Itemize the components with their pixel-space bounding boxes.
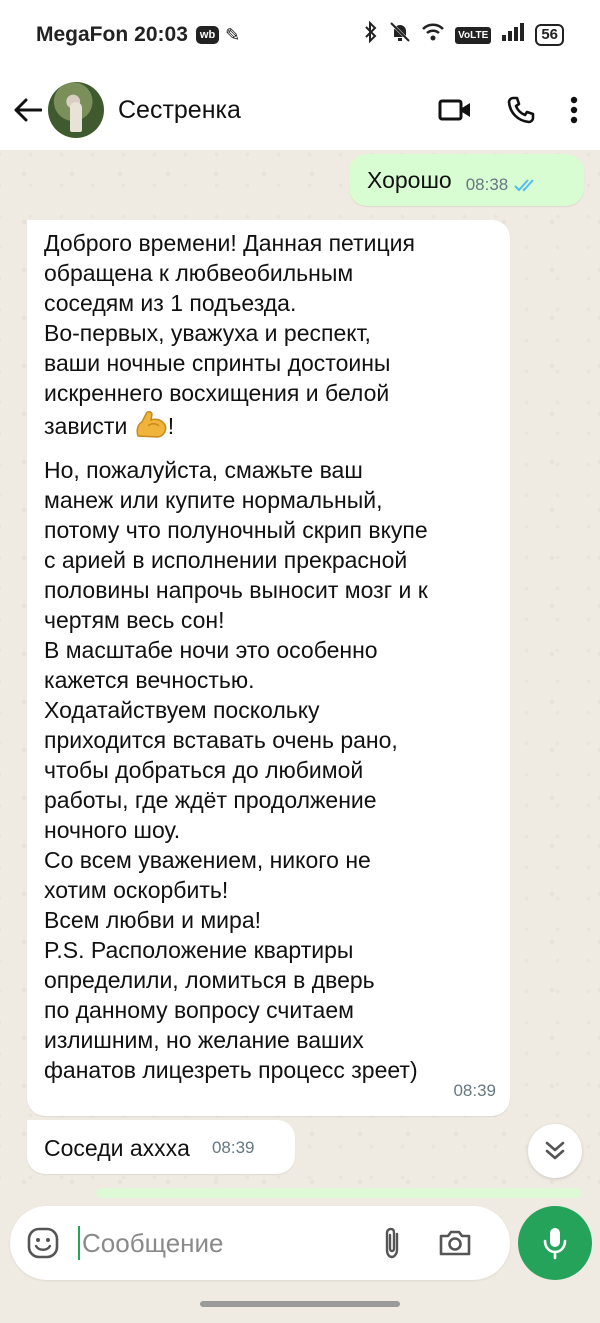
back-arrow-icon[interactable] bbox=[8, 90, 48, 130]
video-call-icon[interactable] bbox=[438, 98, 472, 122]
message-bubble-incoming[interactable] bbox=[27, 220, 510, 1116]
home-gesture-bar[interactable] bbox=[200, 1301, 400, 1307]
message-time: 08:39 bbox=[211, 1138, 255, 1157]
message-text: Доброго времени! Данная петиция обращена к любвеобильным соседям из 1 подъезда. Во-первых, уважуха и респект, ваши ночные спринты достоины искреннего восхищения и белой зависти bbox=[44, 230, 415, 439]
status-icons bbox=[363, 21, 564, 49]
notification-icon: ✎ bbox=[225, 24, 241, 45]
signal-icon bbox=[501, 22, 525, 48]
system-nav-bar bbox=[0, 1286, 600, 1323]
message-text: Хорошо bbox=[367, 167, 452, 193]
more-vert-icon[interactable] bbox=[570, 96, 578, 124]
emoji-icon[interactable] bbox=[26, 1226, 60, 1260]
voice-message-button[interactable] bbox=[518, 1206, 592, 1280]
chat-header bbox=[0, 70, 600, 150]
battery-icon: 56 bbox=[535, 24, 564, 46]
avatar[interactable] bbox=[48, 82, 104, 138]
partial-message-edge bbox=[96, 1188, 582, 1198]
chat-area[interactable] bbox=[0, 150, 600, 1200]
message-text-end: ! bbox=[167, 413, 175, 439]
camera-icon[interactable] bbox=[438, 1228, 472, 1258]
scroll-down-button[interactable] bbox=[528, 1124, 582, 1178]
status-time: 20:03 bbox=[134, 23, 188, 46]
status-bar bbox=[0, 0, 600, 70]
contact-name[interactable]: Сестренка bbox=[118, 95, 241, 124]
message-time: 08:38 bbox=[465, 175, 509, 194]
wifi-icon bbox=[421, 22, 445, 48]
wb-app-icon: wb bbox=[196, 26, 219, 44]
message-input[interactable] bbox=[82, 1228, 372, 1259]
attach-icon[interactable] bbox=[380, 1226, 404, 1260]
message-bubble-outgoing[interactable] bbox=[349, 154, 584, 206]
mic-icon bbox=[542, 1226, 568, 1260]
flexed-biceps-icon bbox=[134, 408, 168, 447]
text-cursor bbox=[78, 1226, 80, 1260]
message-bubble-incoming[interactable] bbox=[27, 1120, 295, 1174]
bluetooth-icon bbox=[363, 21, 379, 49]
phone-icon[interactable] bbox=[506, 95, 536, 125]
mute-bell-icon bbox=[389, 21, 411, 49]
carrier-name: MegaFon bbox=[36, 23, 129, 46]
read-ticks-icon bbox=[514, 170, 540, 200]
message-text: Но, пожалуйста, смажьте ваш манеж или купите нормальный, потому что полуночный скрип вкупе с арией в исполнении прекрасной половины напрочь выносит мозг и к чертям весь сон! В масштабе ночи это особенно кажется вечностью. Ходатайствуем поскольку приходится вставать очень рано, чтобы добраться до любимой работы, где ждёт продолжение ночного шоу. Со всем уважением, никого не хотим оскорбить! Всем любви и мира! P.S. Расположение квартиры определили, ломиться в дверь по данному вопросу считаем излишним, но желание ваших фанатов лицезреть процесс зреет) bbox=[44, 457, 428, 1083]
volte-badge: VoLTE bbox=[455, 27, 491, 44]
message-time: 08:39 bbox=[453, 1081, 496, 1100]
double-chevron-down-icon bbox=[542, 1138, 568, 1164]
message-text: Соседи ахххa bbox=[44, 1135, 190, 1161]
message-paragraph bbox=[44, 228, 494, 447]
message-composer bbox=[10, 1206, 510, 1280]
